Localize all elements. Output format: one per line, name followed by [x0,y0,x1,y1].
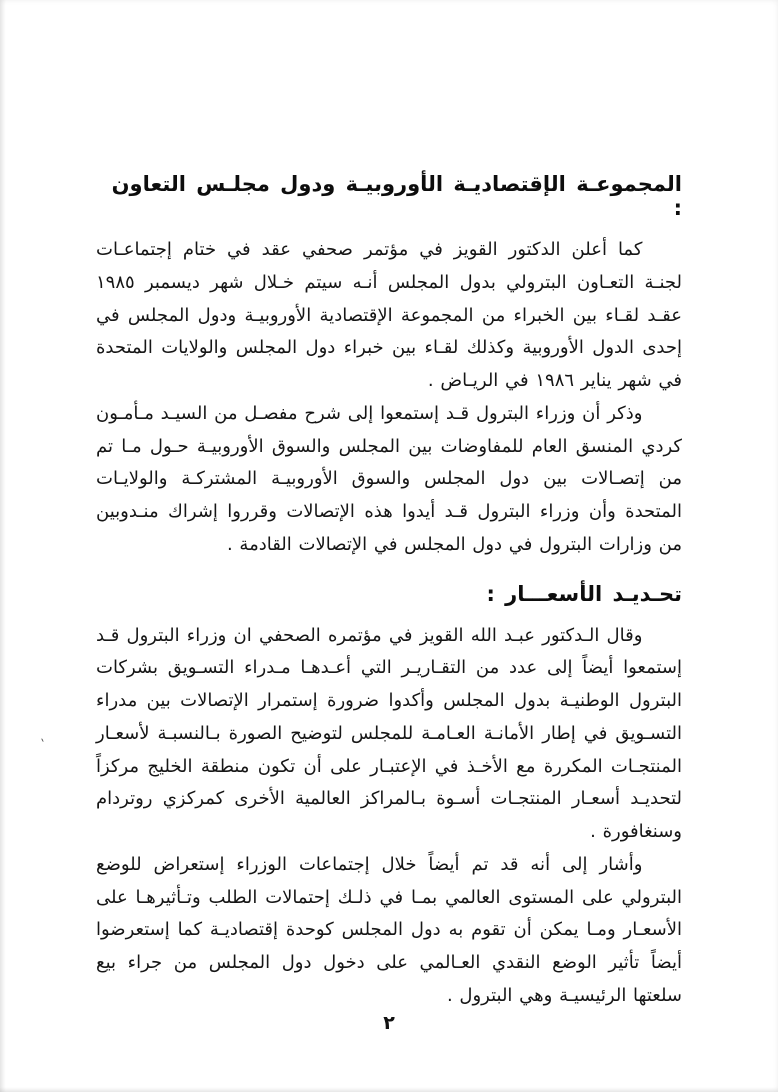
scan-edge-shadow-bottom [0,1087,778,1092]
section-ec-gcc [96,172,682,562]
scan-artifact-mark: ` [36,737,47,755]
paragraph: كما أعلن الدكتور القويز في مؤتمر صحفي عقد في ختام إجتماعـات لجنـة التعـاون البترولي بدول المجلس أنـه سيتم خـلال شهر ديسمبر ١٩٨٥ عقـد لقـاء بين الخبراء من المجموعة الإقتصادية الأوروبيـة ودول المجلس في إحدى الدول الأوروبية وكذلك لقـاء بين خبراء دول المجلس والولايات المتحدة في شهر يناير ١٩٨٦ في الريـاض . [96,239,682,391]
document-content [96,172,682,1019]
section-price-setting [96,582,682,1013]
section-heading-ec-gcc: المجموعـة الإقتصاديـة الأوروبيـة ودول مجلـس التعاون : [111,172,682,220]
paragraph: وأشار إلى أنه قد تم أيضاً خلال إجتماعات الوزراء إستعراض للوضع البترولي على المستوى العالمي بمـا في ذلـك إحتمالات الطلب وتـأثيرهـا على الأسعـار ومـا يمكن أن تقوم به دول المجلس كوحدة إقتصاديـة كما إستعرضوا أيضاً تأثير الوضع النقدي العـالمي على دخول دول المجلس من جراء بيع سلعتها الرئيسيـة وهي البترول . [96,853,682,1006]
paragraph: وقال الـدكتور عبـد الله القويز في مؤتمره الصحفي ان وزراء البترول قـد إستمعوا أيضاً إلى عدد من التقـاريـر التي أعـدهـا مـدراء التسـويق بشركات البترول الوطنيـة بدول المجلس وأكدوا ضرورة إستمرار الإتصالات بين مدراء التسـويق في إطار الأمانـة العـامـة للمجلس لتوضيح الصورة بـالنسبـة لأسعـار المنتجـات المكررة مع الأخـذ في الإعتبـار على أن تكون منطقة الخليج مركزاً لتحديـد أسعـار المنتجـات أسـوة بـالمراكز العالمية الأخرى كمركزي روتردام وسنغافورة . [96,624,682,842]
section-heading-price-setting: تحـديـد الأسعـــار : [486,581,682,606]
paragraph: وذكر أن وزراء البترول قـد إستمعوا إلى شرح مفصـل من السيـد مـأمـون كردي المنسق العام للمفاوضات بين المجلس والسوق الأوروبيـة حـول مـا تم من إتصـالات بين دول المجلس والسوق الأوروبيـة المشتركـة والولايـات المتحدة وأن وزراء البترول قـد أيدوا هذه الإتصالات وقرروا إشراك منـدوبين من وزارات البترول في دول المجلس في الإتصالات القادمة . [96,402,682,555]
page-number: ٢ [383,1012,395,1034]
scan-edge-shadow-left [0,0,6,1092]
